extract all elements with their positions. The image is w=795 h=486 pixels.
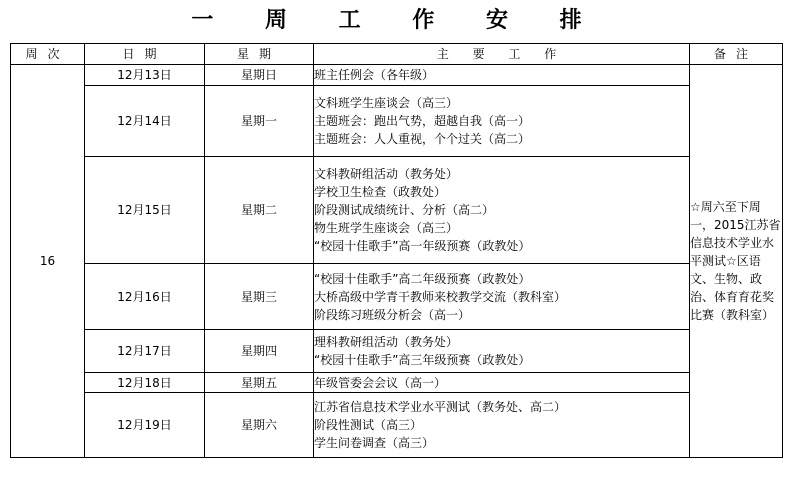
work-cell xyxy=(314,393,690,458)
weekday-cell: 星期二 xyxy=(205,157,314,264)
work-item: 主题班会：跑出气势，超越自我（高一） xyxy=(314,114,531,128)
table-row xyxy=(11,157,783,264)
weekday-cell: 星期日 xyxy=(205,65,314,86)
work-item: 理科教研组活动（教务处） xyxy=(314,335,459,349)
table-row xyxy=(11,330,783,373)
work-cell xyxy=(314,373,690,393)
work-item: 阶段练习班级分析会（高一） xyxy=(314,307,471,322)
header-note: 备注 xyxy=(690,44,783,65)
table-row xyxy=(11,373,783,393)
work-item: 学生问卷调查（高三） xyxy=(314,436,435,450)
table-row xyxy=(11,264,783,330)
header-row xyxy=(11,44,783,65)
header-date: 日期 xyxy=(85,44,205,65)
table-row xyxy=(11,65,783,86)
page-title: 一 周 工 作 安 排 xyxy=(191,8,604,33)
weekday-cell: 星期四 xyxy=(205,330,314,373)
date-cell: 12月19日 xyxy=(85,393,205,458)
schedule-table xyxy=(10,43,783,458)
work-item: 阶段性测试（高三） xyxy=(314,418,423,432)
work-item: 物生班学生座谈会（高三） xyxy=(314,221,459,235)
date-cell: 12月15日 xyxy=(85,157,205,264)
weekday-cell: 星期一 xyxy=(205,86,314,157)
work-item: 主题班会：人人重视，个个过关（高二） xyxy=(314,132,531,146)
work-item: 阶段测试成绩统计、分析（高二） xyxy=(314,203,495,217)
work-item: “校园十佳歌手”高二年级预赛（政教处） xyxy=(314,271,531,286)
work-item: “校园十佳歌手”高一年级预赛（政教处） xyxy=(314,239,531,253)
date-cell: 12月14日 xyxy=(85,86,205,157)
work-cell xyxy=(314,264,690,330)
date-cell: 12月13日 xyxy=(85,65,205,86)
work-item: 江苏省信息技术学业水平测试（教务处、高二） xyxy=(314,400,567,414)
work-item: “校园十佳歌手”高三年级预赛（政教处） xyxy=(314,353,531,367)
table-row xyxy=(11,86,783,157)
work-item: 文科教研组活动（教务处） xyxy=(314,167,459,181)
work-cell xyxy=(314,330,690,373)
header-work: 主 要 工 作 xyxy=(314,44,690,65)
week-number-cell: 16 xyxy=(11,65,85,458)
work-item: 年级管委会会议（高一） xyxy=(314,375,447,390)
date-cell: 12月16日 xyxy=(85,264,205,330)
work-item: 大桥高级中学青干教师来校教学交流（教科室） xyxy=(314,289,567,304)
work-cell xyxy=(314,157,690,264)
work-cell xyxy=(314,86,690,157)
header-weekday: 星期 xyxy=(205,44,314,65)
header-week: 周次 xyxy=(11,44,85,65)
work-item: 学校卫生检查（政教处） xyxy=(314,185,447,199)
table-row xyxy=(11,393,783,458)
weekday-cell: 星期三 xyxy=(205,264,314,330)
work-item: 班主任例会（各年级） xyxy=(314,68,435,82)
weekday-cell: 星期五 xyxy=(205,373,314,393)
work-cell xyxy=(314,65,690,86)
note-cell: ☆周六至下周一，2015江苏省信息技术学业水平测试☆区语文、生物、政治、体育育花奖比赛（教科室） xyxy=(690,65,783,458)
date-cell: 12月18日 xyxy=(85,373,205,393)
work-item: 文科班学生座谈会（高三） xyxy=(314,96,459,110)
date-cell: 12月17日 xyxy=(85,330,205,373)
weekday-cell: 星期六 xyxy=(205,393,314,458)
